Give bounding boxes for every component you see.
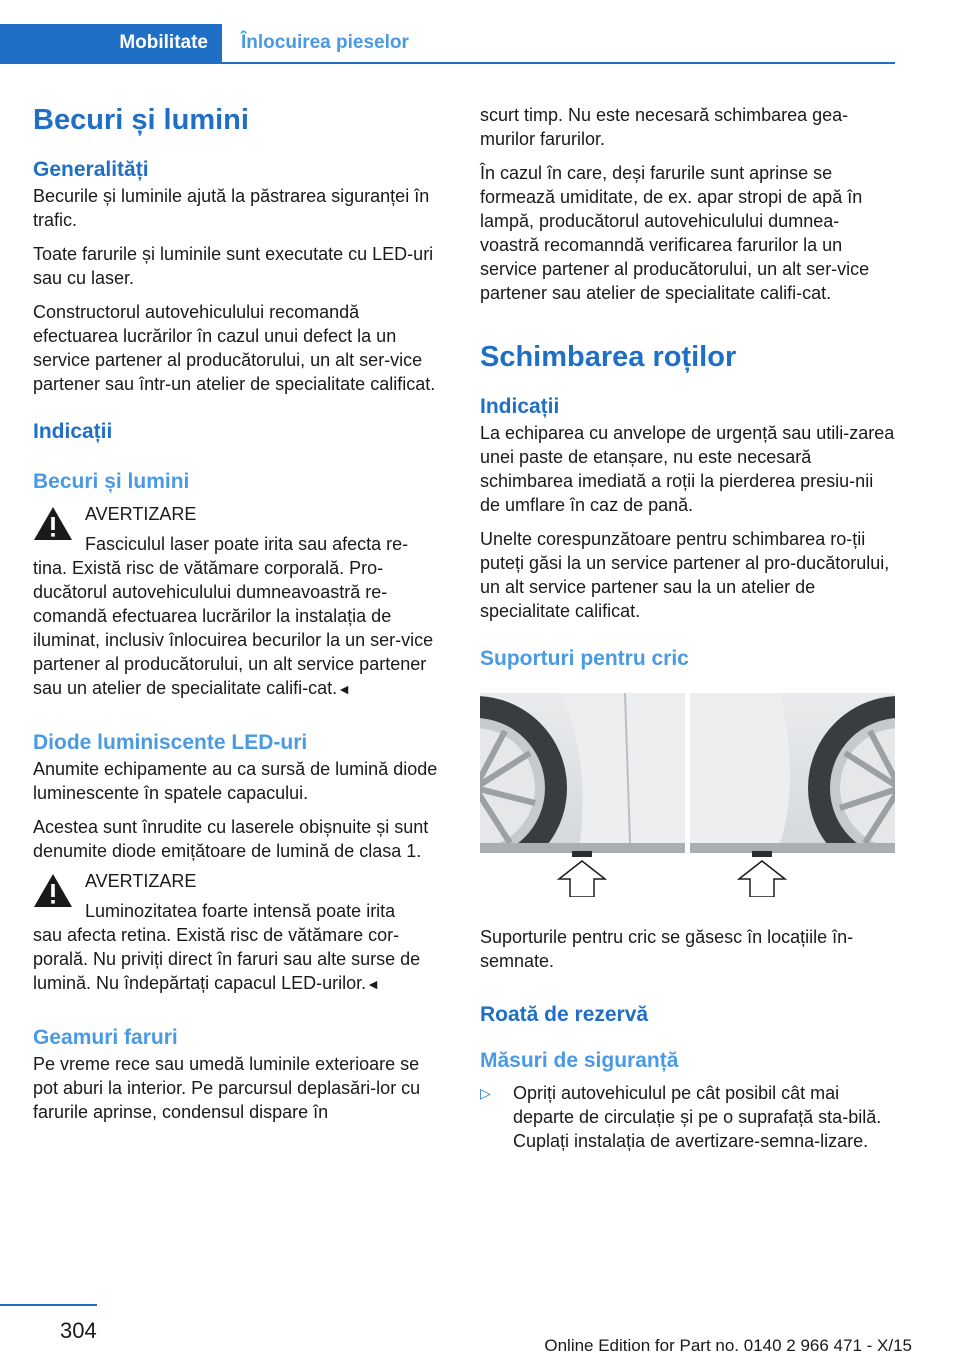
paragraph-led-1: Anumite echipamente au ca sursă de lumină diode luminescente în spatele capacului.	[33, 759, 438, 803]
subheading-led: Diode luminiscente LED-uri	[33, 731, 308, 754]
heading-spare-wheel: Roată de rezervă	[480, 1003, 649, 1026]
warning-first-line: Luminozitatea foarte intensă poate irita	[85, 901, 396, 921]
header-rule	[0, 62, 895, 64]
paragraph-wheels-2: Unelte corespunzătoare pentru schimbarea ro‐ții puteți găsi la un service partener al pro‐ducătorului, un alt service partener sau la un atelier de specialitate calificat.	[480, 529, 890, 621]
paragraph-wheels-1: La echiparea cu anvelope de urgență sau utili‐zarea unei paste de etanșare, nu este necesară schimbarea imediată a roții la pierderea presiu‐nii de umflare în caz de pană.	[480, 423, 895, 515]
subheading-jack-points: Suporturi pentru cric	[480, 647, 689, 670]
warning-text	[33, 923, 448, 996]
end-mark-icon: ◄	[366, 976, 381, 992]
footer-rule	[0, 1304, 97, 1306]
warning-block-led	[33, 869, 448, 996]
paragraph-led-2: Acestea sunt înrudite cu laserele obișnuite și sunt denumite diode emițătoare de lumină de clasa 1.	[33, 817, 429, 861]
warning-title: AVERTIZARE	[85, 871, 197, 891]
jack-points-illustration	[480, 693, 895, 897]
subheading-headlight-glass: Geamuri faruri	[33, 1026, 178, 1049]
right-column	[480, 103, 895, 1153]
list-item	[480, 1081, 895, 1153]
end-mark-icon: ◄	[337, 681, 352, 697]
warning-icon	[33, 506, 73, 541]
tab-inlocuirea-pieselor[interactable]: Înlocuirea pieselor	[241, 32, 409, 53]
paragraph-glass-continued: scurt timp. Nu este necesară schimbarea gea‐murilor farurilor.	[480, 105, 849, 149]
subheading-bulbs: Becuri și lumini	[33, 470, 190, 493]
warning-icon	[33, 873, 73, 908]
list-item-text: Opriți autovehiculul pe cât posibil cât mai departe de circulație și pe o suprafață sta‐bilă. Cuplați instalația de avertizare-semna‐lizare.	[513, 1083, 882, 1151]
edition-note: Online Edition for Part no. 0140 2 966 471 - X/15	[544, 1336, 912, 1355]
paragraph-glass-2: În cazul în care, deși farurile sunt aprinse se formează umiditate, de ex. apar stropi de apă în lampă, producătorul autovehiculului dumnea‐voastră recomanndă verificarea farurilor la un service partener al producătorului, un alt ser‐vice partener sau atelier de specialitate califi‐cat.	[480, 163, 870, 303]
warning-text	[33, 556, 448, 701]
jack-points-figure	[480, 693, 895, 897]
warning-text-body: sau afecta retina. Există risc de vătămare cor‐porală. Nu priviți direct în faruri sau alte surse de lumină. Nu îndepărtați capacul LED-urilor.	[33, 925, 421, 993]
warning-title: AVERTIZARE	[85, 504, 197, 524]
left-column	[33, 80, 448, 1124]
jack-points-caption: Suporturile pentru cric se găsesc în locațiile în‐semnate.	[480, 927, 854, 971]
heading-indications: Indicații	[33, 420, 113, 443]
tab-mobilitate[interactable]: Mobilitate	[0, 24, 222, 62]
paragraph-headlight-glass: Pe vreme rece sau umedă luminile exterioare se pot aburi la interior. Pe parcursul deplasări‐lor cu farurile aprinse, condensul dispare în	[33, 1054, 421, 1122]
paragraph-general-2: Toate farurile și luminile sunt executate cu LED-uri sau cu laser.	[33, 244, 434, 288]
subheading-safety-measures: Măsuri de siguranță	[480, 1049, 679, 1072]
section-title-bulbs: Becuri și lumini	[33, 104, 249, 136]
warning-text-body: tina. Există risc de vătămare corporală. Pro‐ducătorul autovehiculului dumneavoastră re‐comandă efectuarea lucrărilor la instalația de iluminat, inclusiv înlocuirea becurilor la un ser‐vice partener al producătorului, un alt service partener sau un atelier de specialitate califi‐cat.	[33, 558, 434, 698]
warning-block-laser	[33, 502, 448, 701]
heading-general: Generalități	[33, 158, 149, 181]
warning-first-line: Fasciculul laser poate irita sau afecta re‐	[85, 534, 409, 554]
page-number: 304	[60, 1318, 97, 1343]
paragraph-general-3: Constructorul autovehiculului recomandă efectuarea lucrărilor în cazul unui defect la un service partener al producătorului, un alt ser‐vice partener sau într-un atelier de specialitate calificat.	[33, 302, 436, 394]
triangle-bullet-icon: ▷	[480, 1085, 491, 1101]
heading-wheels-indications: Indicații	[480, 395, 560, 418]
paragraph-general-1: Becurile și luminile ajută la păstrarea siguranței în trafic.	[33, 186, 430, 230]
section-title-wheels: Schimbarea roților	[480, 341, 737, 373]
